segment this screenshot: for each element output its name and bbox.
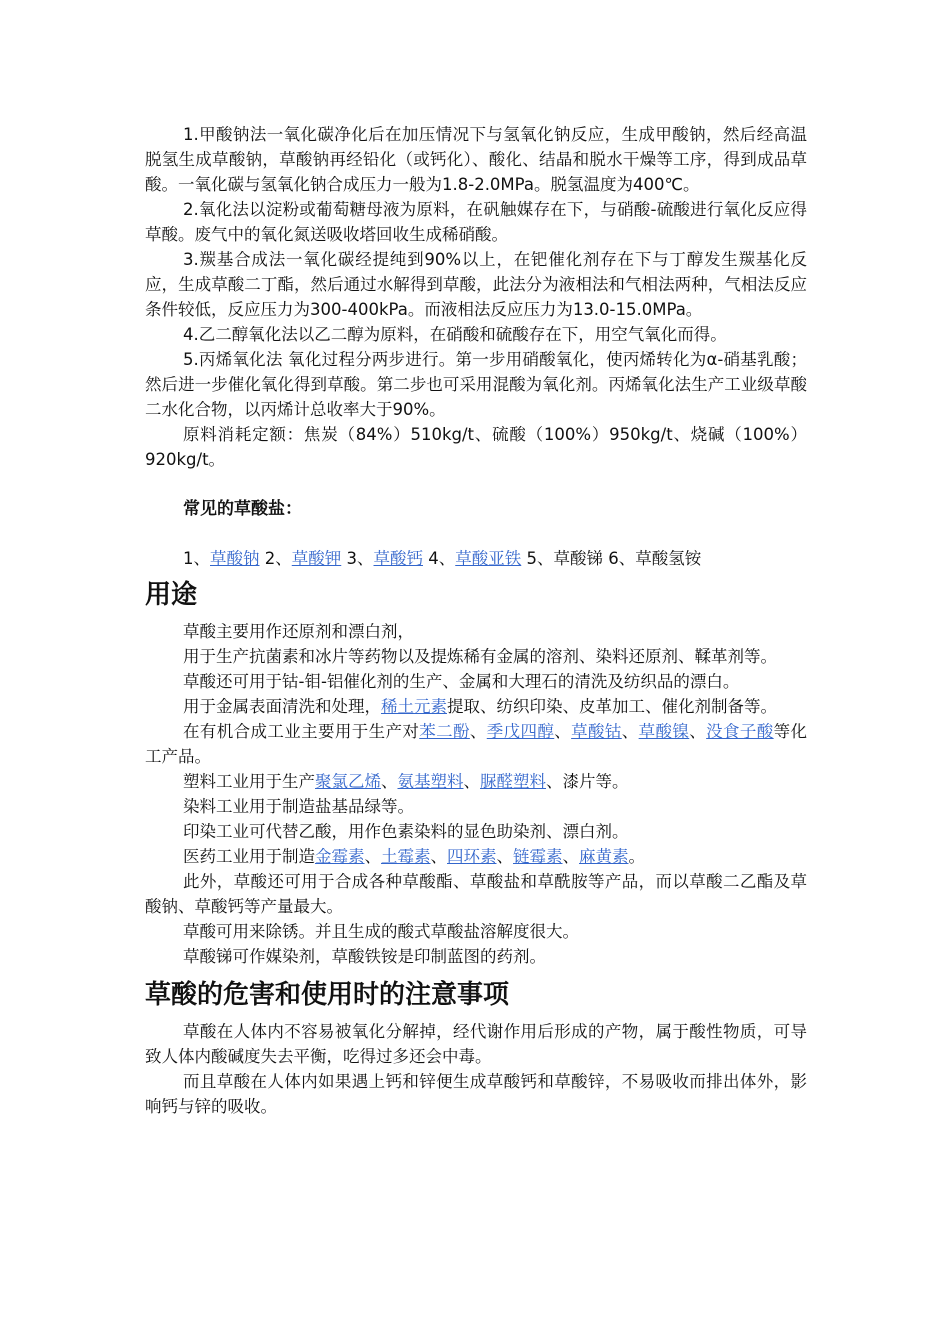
separator: 、 <box>364 847 381 866</box>
salts-heading: 常见的草酸盐： <box>183 499 302 519</box>
hazards-paragraph-1: 草酸在人体内不容易被氧化分解掉，经代谢作用后形成的产物，属于酸性物质，可导致人体内酸碱度失去平衡，吃得过多还会中毒。 <box>145 1022 807 1066</box>
salts-list-rest: 5、草酸锑 6、草酸氢铵 <box>521 549 702 568</box>
link-urea-formaldehyde[interactable]: 脲醛塑料 <box>480 772 546 791</box>
link-gallic-acid[interactable]: 没食子酸 <box>706 722 774 741</box>
salts-list-number: 4、 <box>423 549 456 568</box>
link-pentaerythritol[interactable]: 季戊四醇 <box>486 722 555 741</box>
salts-list-number: 2、 <box>259 549 292 568</box>
uses-paragraph-5 <box>145 719 807 769</box>
link-terramycin[interactable]: 土霉素 <box>381 847 431 866</box>
uses-heading: 用途 <box>145 580 198 610</box>
document-content <box>145 122 807 1119</box>
link-pvc[interactable]: 聚氯乙烯 <box>315 772 381 791</box>
salts-list-number: 1、 <box>183 549 210 568</box>
link-ephedrine[interactable]: 麻黄素 <box>579 847 629 866</box>
uses-paragraph-9 <box>145 844 807 869</box>
uses-paragraph-2: 用于生产抗菌素和冰片等药物以及提炼稀有金属的溶剂、染料还原剂、鞣革剂等。 <box>183 647 777 666</box>
method-paragraph-4: 4.乙二醇氧化法以乙二醇为原料，在硝酸和硫酸存在下，用空气氧化而得。 <box>183 325 727 344</box>
uses-paragraph-1: 草酸主要用作还原剂和漂白剂， <box>183 622 414 641</box>
link-nickel-oxalate[interactable]: 草酸镍 <box>638 722 690 741</box>
uses-paragraph-12: 草酸锑可作媒染剂，草酸铁铵是印制蓝图的药剂。 <box>183 947 546 966</box>
separator: 、 <box>430 847 447 866</box>
separator: 、 <box>621 722 639 741</box>
separator: 、 <box>469 722 487 741</box>
salts-list-number: 3、 <box>341 549 374 568</box>
text-span: 等化工产品。 <box>145 722 807 766</box>
text-span: 、漆片等。 <box>546 772 629 791</box>
link-calcium-oxalate[interactable]: 草酸钙 <box>373 549 423 568</box>
link-ferrous-oxalate[interactable]: 草酸亚铁 <box>455 549 522 568</box>
text-span: 塑料工业用于生产 <box>183 772 315 791</box>
hazards-paragraph-2: 而且草酸在人体内如果遇上钙和锌便生成草酸钙和草酸锌，不易吸收而排出体外，影响钙与锌的吸收。 <box>145 1072 807 1116</box>
salts-list <box>145 546 807 571</box>
separator: 、 <box>689 722 707 741</box>
link-cobalt-oxalate[interactable]: 草酸钴 <box>571 722 622 741</box>
text-span: 医药工业用于制造 <box>183 847 315 866</box>
link-sodium-oxalate[interactable]: 草酸钠 <box>210 549 260 568</box>
link-aureomycin[interactable]: 金霉素 <box>315 847 365 866</box>
method-paragraph-1: 1.甲酸钠法一氧化碳净化后在加压情况下与氢氧化钠反应，生成甲酸钠，然后经高温脱氢生成草酸钠，草酸钠再经铅化（或钙化）、酸化、结晶和脱水干燥等工序，得到成品草酸。一氧化碳与氢氧化钠合成压力一般为1.8-2.0MPa。脱氢温度为400℃。 <box>145 125 807 194</box>
separator: 、 <box>554 722 572 741</box>
uses-paragraph-11: 草酸可用来除锈。并且生成的酸式草酸盐溶解度很大。 <box>183 922 579 941</box>
text-span: 在有机合成工业主要用于生产对 <box>183 722 420 741</box>
link-streptomycin[interactable]: 链霉素 <box>513 847 563 866</box>
text-span: 提取、纺织印染、皮革加工、催化剂制备等。 <box>447 697 777 716</box>
uses-paragraph-7: 染料工业用于制造盐基品绿等。 <box>183 797 414 816</box>
hazards-heading: 草酸的危害和使用时的注意事项 <box>145 980 510 1010</box>
text-span: 。 <box>628 847 645 866</box>
separator: 、 <box>381 772 398 791</box>
link-tetracycline[interactable]: 四环素 <box>447 847 497 866</box>
link-hydroquinone[interactable]: 苯二酚 <box>419 722 470 741</box>
raw-material-paragraph: 原料消耗定额：焦炭（84%）510kg/t、硫酸（100%）950kg/t、烧碱（100%）920kg/t。 <box>145 425 807 469</box>
method-paragraph-2: 2.氧化法以淀粉或葡萄糖母液为原料，在矾触媒存在下，与硝酸-硫酸进行氧化反应得草酸。废气中的氧化氮送吸收塔回收生成稀硝酸。 <box>145 200 807 244</box>
uses-paragraph-8: 印染工业可代替乙酸，用作色素染料的显色助染剂、漂白剂。 <box>183 822 629 841</box>
separator: 、 <box>463 772 480 791</box>
separator: 、 <box>562 847 579 866</box>
uses-paragraph-10: 此外，草酸还可用于合成各种草酸酯、草酸盐和草酰胺等产品，而以草酸二乙酯及草酸钠、草酸钙等产量最大。 <box>145 872 807 916</box>
method-paragraph-3: 3.羰基合成法一氧化碳经提纯到90%以上，在钯催化剂存在下与丁醇发生羰基化反应，生成草酸二丁酯，然后通过水解得到草酸，此法分为液相法和气相法两种，气相法反应条件较低，反应压力为300-400kPa。而液相法反应压力为13.0-15.0MPa。 <box>145 250 807 319</box>
text-span: 用于金属表面清洗和处理， <box>183 697 381 716</box>
uses-paragraph-3: 草酸还可用于钴-钼-铝催化剂的生产、金属和大理石的清洗及纺织品的漂白。 <box>183 672 740 691</box>
link-rare-earth[interactable]: 稀土元素 <box>381 697 447 716</box>
link-amino-plastic[interactable]: 氨基塑料 <box>397 772 464 791</box>
separator: 、 <box>496 847 513 866</box>
uses-paragraph-6 <box>145 769 807 794</box>
uses-paragraph-4 <box>145 694 807 719</box>
link-potassium-oxalate[interactable]: 草酸钾 <box>291 549 342 568</box>
method-paragraph-5: 5.丙烯氧化法 氧化过程分两步进行。第一步用硝酸氧化，使丙烯转化为α-硝基乳酸；然后进一步催化氧化得到草酸。第二步也可采用混酸为氧化剂。丙烯氧化法生产工业级草酸二水化合物，以丙烯计总收率大于90%。 <box>145 350 807 419</box>
